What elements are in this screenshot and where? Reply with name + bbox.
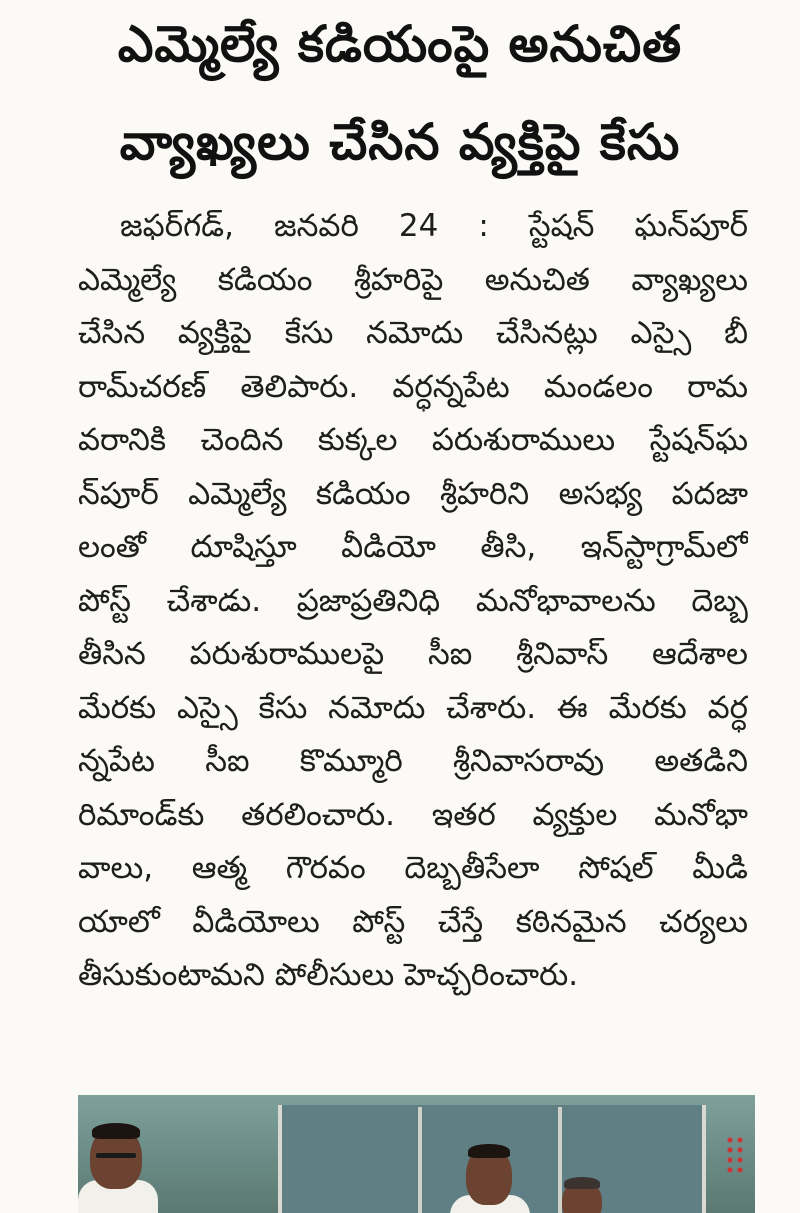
body-line: న్‌పూర్ ఎమ్మెల్యే కడియం శ్రీహరిని అసభ్య పదజా bbox=[78, 475, 748, 512]
body-line: యాలో వీడియోలు పోస్ట్ చేస్తే కఠినమైన చర్యలు bbox=[78, 903, 748, 940]
headline-line-1: ఎమ్మెల్యే కడియంపై అనుచిత bbox=[117, 15, 683, 73]
body-line: రామ్‌చరణ్ తెలిపారు. వర్ధన్నపేట మండలం రామ bbox=[78, 368, 748, 405]
photo-person-left-glasses bbox=[96, 1153, 136, 1158]
photo-board-divider bbox=[418, 1107, 422, 1213]
body-line: వరానికి చెందిన కుక్కల పరుశురాములు స్టేషన్‌ఘ bbox=[78, 422, 748, 458]
body-line: లంతో దూషిస్తూ వీడియో తీసి, ఇన్‌స్టాగ్రామ్‌లో bbox=[78, 529, 748, 565]
body-line: పోస్ట్ చేశాడు. ప్రజాప్రతినిధి మనోభావాలను దెబ్బ bbox=[78, 582, 748, 619]
body-line: జఫర్‌గడ్, జనవరి 24 : స్టేషన్ ఘన్‌పూర్ bbox=[120, 208, 748, 244]
body-line: రిమాండ్‌కు తరలించారు. ఇతర వ్యక్తుల మనోభా bbox=[78, 796, 748, 833]
headline-line-2: వ్యాఖ్యలు చేసిన వ్యక్తిపై కేసు bbox=[119, 113, 681, 171]
photo-person-left-hair bbox=[92, 1123, 140, 1139]
photo-person-right-hair bbox=[564, 1177, 600, 1189]
photo-person-middle-hair bbox=[468, 1144, 510, 1158]
body-line: చేసిన వ్యక్తిపై కేసు నమోదు చేసినట్లు ఎస్సై బీ bbox=[78, 315, 748, 351]
body-line: తీసుకుంటామని పోలీసులు హెచ్చరించారు. bbox=[78, 957, 579, 993]
body-line: వాలు, ఆత్మ గౌరవం దెబ్బతీసేలా సోషల్ మీడి bbox=[78, 850, 748, 886]
article-body bbox=[78, 200, 748, 1003]
photo-wall-decoration bbox=[725, 1135, 745, 1175]
body-line: మేరకు ఎస్సై కేసు నమోదు చేశారు. ఈ మేరకు వర్ధ bbox=[78, 689, 748, 726]
body-line: ఎమ్మెల్యే కడియం శ్రీహరిపై అనుచిత వ్యాఖ్యలు bbox=[78, 261, 748, 298]
body-line: తీసిన పరుశురాములపై సీఐ శ్రీనివాస్ ఆదేశాల bbox=[78, 636, 748, 672]
news-photo bbox=[78, 1095, 755, 1213]
body-line: న్నపేట సీఐ కొమ్మూరి శ్రీనివాసరావు అతడిని bbox=[78, 743, 748, 779]
